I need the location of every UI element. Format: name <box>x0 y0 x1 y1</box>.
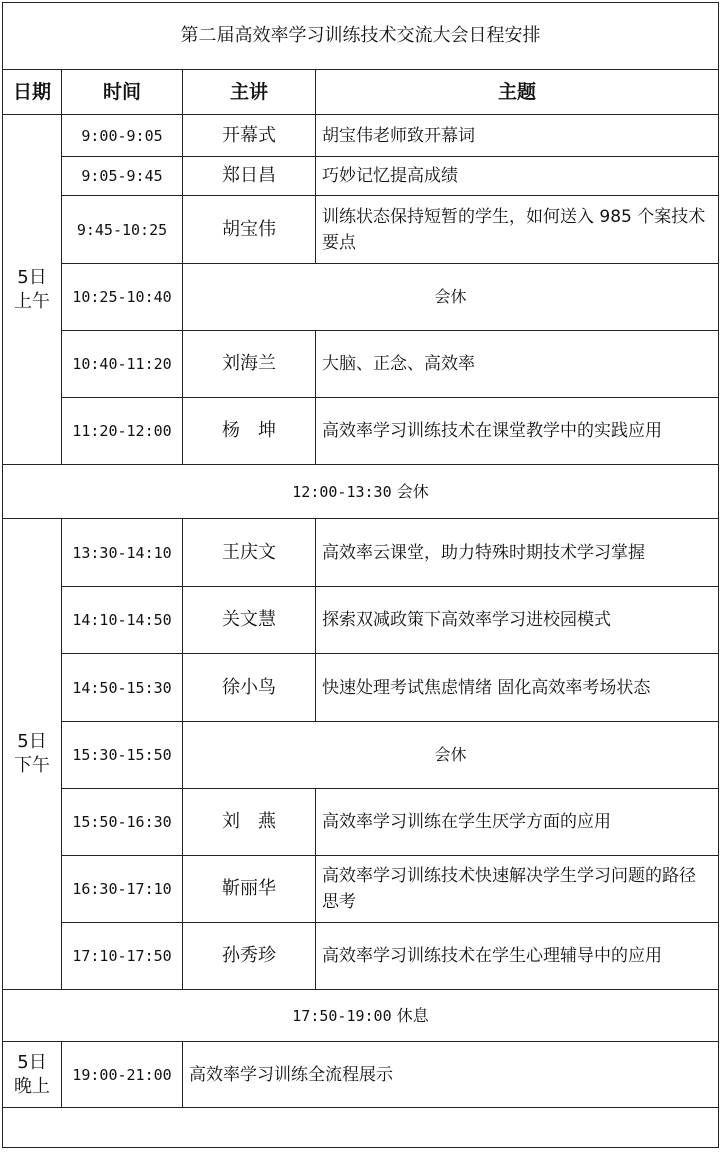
break-cell: 会休 <box>183 264 719 331</box>
header-time: 时间 <box>62 70 183 115</box>
header-speaker: 主讲 <box>183 70 316 115</box>
topic-cell: 高效率云课堂，助力特殊时期技术学习掌握 <box>316 519 719 587</box>
time-cell: 19:00-21:00 <box>62 1042 183 1108</box>
empty-row <box>3 1108 719 1148</box>
dinner-label: 休息 <box>396 1005 429 1025</box>
lunch-time: 12:00-13:30 <box>292 482 392 501</box>
topic-cell: 快速处理考试焦虑情绪 固化高效率考场状态 <box>316 654 719 722</box>
day-evening <box>3 1042 62 1108</box>
topic-cell: 训练状态保持短暂的学生，如何送入 985 个案技术要点 <box>316 196 719 264</box>
header-date: 日期 <box>3 70 62 115</box>
day-evening-label: 5日晚上 <box>14 1051 50 1097</box>
speaker-cell: 王庆文 <box>183 519 316 587</box>
speaker-cell: 刘海兰 <box>183 331 316 398</box>
dinner-time: 17:50-19:00 <box>292 1006 392 1025</box>
topic-cell: 大脑、正念、高效率 <box>316 331 719 398</box>
lunch-break-row <box>3 465 719 519</box>
speaker-cell: 靳丽华 <box>183 856 316 923</box>
day-afternoon <box>3 519 62 990</box>
speaker-cell: 徐小鸟 <box>183 654 316 722</box>
speaker-cell: 开幕式 <box>183 115 316 157</box>
time-cell: 15:50-16:30 <box>62 789 183 856</box>
topic-cell: 高效率学习训练在学生厌学方面的应用 <box>316 789 719 856</box>
time-cell: 11:20-12:00 <box>62 398 183 465</box>
time-cell: 9:45-10:25 <box>62 196 183 264</box>
time-cell: 17:10-17:50 <box>62 923 183 990</box>
time-cell: 13:30-14:10 <box>62 519 183 587</box>
lunch-label: 会休 <box>396 481 429 501</box>
day-morning <box>3 115 62 465</box>
speaker-cell: 关文慧 <box>183 587 316 654</box>
header-topic: 主题 <box>316 70 719 115</box>
topic-cell: 探索双减政策下高效率学习进校园模式 <box>316 587 719 654</box>
topic-cell: 高效率学习训练技术在学生心理辅导中的应用 <box>316 923 719 990</box>
schedule-table <box>2 2 719 1148</box>
topic-cell: 高效率学习训练技术在课堂教学中的实践应用 <box>316 398 719 465</box>
time-cell: 9:05-9:45 <box>62 157 183 196</box>
time-cell: 9:00-9:05 <box>62 115 183 157</box>
speaker-cell: 杨 坤 <box>183 398 316 465</box>
time-cell: 16:30-17:10 <box>62 856 183 923</box>
topic-cell: 高效率学习训练技术快速解决学生学习问题的路径思考 <box>316 856 719 923</box>
time-cell: 15:30-15:50 <box>62 722 183 789</box>
speaker-cell: 刘 燕 <box>183 789 316 856</box>
day-afternoon-label: 5日下午 <box>14 731 50 776</box>
dinner-break-row <box>3 990 719 1042</box>
speaker-cell: 郑日昌 <box>183 157 316 196</box>
topic-cell: 高效率学习训练全流程展示 <box>183 1042 719 1108</box>
time-cell: 10:40-11:20 <box>62 331 183 398</box>
day-morning-label: 5日上午 <box>14 266 50 312</box>
speaker-cell: 孙秀珍 <box>183 923 316 990</box>
page-title: 第二届高效率学习训练技术交流大会日程安排 <box>3 3 719 70</box>
time-cell: 14:50-15:30 <box>62 654 183 722</box>
topic-cell: 胡宝伟老师致开幕词 <box>316 115 719 157</box>
break-cell: 会休 <box>183 722 719 789</box>
time-cell: 10:25-10:40 <box>62 264 183 331</box>
speaker-cell: 胡宝伟 <box>183 196 316 264</box>
time-cell: 14:10-14:50 <box>62 587 183 654</box>
topic-cell: 巧妙记忆提高成绩 <box>316 157 719 196</box>
